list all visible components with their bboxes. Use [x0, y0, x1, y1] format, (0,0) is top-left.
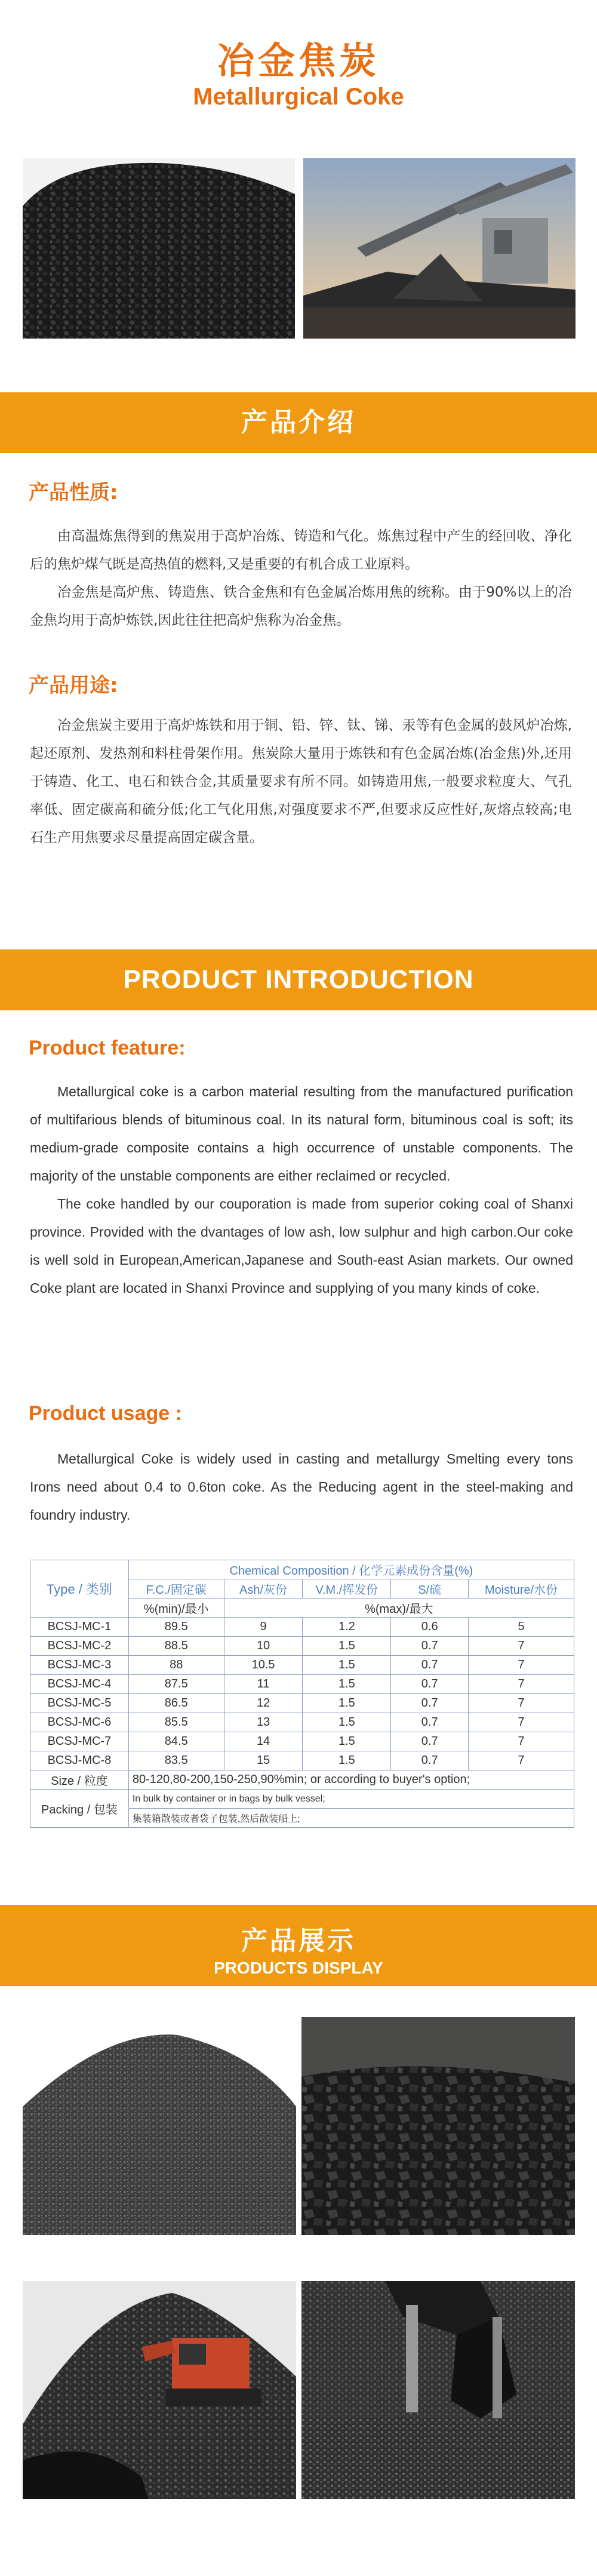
cell: 12	[224, 1694, 303, 1713]
unit-max: %(max)/最大	[224, 1599, 574, 1618]
table-row	[30, 1713, 574, 1732]
paragraph: Metallurgical coke is a carbon material resulting from the manufactured purification of multifarious blends of bituminous coal. In its natural form, bituminous coal is soft; its medium-grade composite contains a high occurrence of unstable components. The majority of the unstable components are either reclaimed or recycled.	[30, 1084, 573, 1184]
cell: BCSJ-MC-2	[30, 1637, 129, 1656]
table-header-row	[30, 1560, 574, 1579]
usage-heading-en: Product usage :	[29, 1402, 182, 1425]
cell: 7	[469, 1732, 574, 1751]
unit-min: %(min)/最小	[128, 1599, 224, 1618]
packing-label: Packing / 包装	[30, 1790, 129, 1828]
cell: 1.5	[303, 1694, 391, 1713]
feature-text-en	[30, 1078, 573, 1302]
cell: BCSJ-MC-8	[30, 1751, 129, 1770]
cell: 7	[469, 1637, 574, 1656]
display-title-cn: 产品展示	[241, 1926, 356, 1956]
cell: 5	[469, 1618, 574, 1637]
cell: 0.7	[391, 1637, 469, 1656]
cell: 1.5	[303, 1751, 391, 1770]
cell: BCSJ-MC-3	[30, 1656, 129, 1675]
cell: 0.7	[391, 1675, 469, 1694]
coke-pile-photo	[23, 158, 295, 339]
cell: 7	[469, 1713, 574, 1732]
table-row	[30, 1618, 574, 1637]
chem-header: Chemical Composition / 化学元素成份含量(%)	[128, 1560, 574, 1579]
paragraph: The coke handled by our couporation is made from superior coking coal of Shanxi province. Provided with the dvantages of low ash, low sulphur and high carbon.Our coke is well sold in European,American,Japanese and South-east Asian markets. Our owned Coke plant are located in Shanxi Province and supplying of you many kinds of coke.	[30, 1196, 573, 1296]
display-photo-coke-mound	[23, 2017, 296, 2235]
packing-cn: 集装箱散装或者袋子包装,然后散装船上;	[128, 1809, 574, 1828]
cell: 11	[224, 1675, 303, 1694]
display-photo-coke-lumps	[301, 2017, 575, 2235]
col-header: F.C./固定碳	[128, 1579, 224, 1599]
display-photo-excavator	[23, 2281, 296, 2499]
cell: BCSJ-MC-1	[30, 1618, 129, 1637]
cell: 88.5	[128, 1637, 224, 1656]
usage-heading-cn: 产品用途:	[29, 674, 118, 697]
cell: 7	[469, 1656, 574, 1675]
paragraph: Metallurgical Coke is widely used in casting and metallurgy Smelting every tons Irons need about 0.4 to 0.6ton coke. As the Reducing agent in the steel-making and foundry industry.	[30, 1451, 573, 1523]
cell: 1.5	[303, 1713, 391, 1732]
cell: 7	[469, 1694, 574, 1713]
table-row	[30, 1656, 574, 1675]
cell: 14	[224, 1732, 303, 1751]
cell: 10.5	[224, 1656, 303, 1675]
table-row	[30, 1732, 574, 1751]
cell: 88	[128, 1656, 224, 1675]
cell: 0.7	[391, 1656, 469, 1675]
feature-heading-en: Product feature:	[29, 1037, 186, 1059]
cell: 86.5	[128, 1694, 224, 1713]
paragraph: 由高温炼焦得到的焦炭用于高炉冶炼、铸造和气化。炼焦过程中产生的经回收、净化后的焦炉煤气既是高热值的燃料,又是重要的有机合成工业原料。	[30, 528, 572, 572]
usage-text-en	[30, 1445, 573, 1529]
cell: 0.7	[391, 1713, 469, 1732]
col-header: S/硫	[391, 1579, 469, 1599]
cell: 1.5	[303, 1732, 391, 1751]
page-title-cn: 冶金焦炭	[217, 39, 380, 82]
col-header: Ash/灰份	[224, 1579, 303, 1599]
cell: 1.5	[303, 1637, 391, 1656]
section-banner-en: PRODUCT INTRODUCTION	[0, 949, 597, 1010]
cell: 0.7	[391, 1751, 469, 1770]
cell: 1.5	[303, 1675, 391, 1694]
table-row	[30, 1675, 574, 1694]
col-header: Moisture/水份	[469, 1579, 574, 1599]
size-label: Size / 粒度	[30, 1770, 129, 1790]
section-banner-cn: 产品介绍	[0, 392, 597, 453]
cell: 7	[469, 1751, 574, 1770]
cell: 84.5	[128, 1732, 224, 1751]
cell: 13	[224, 1713, 303, 1732]
packing-row	[30, 1790, 574, 1809]
packing-en: In bulk by container or in bags by bulk vessel;	[128, 1790, 574, 1809]
cell: 0.7	[391, 1694, 469, 1713]
cell: BCSJ-MC-6	[30, 1713, 129, 1732]
cell: 1.5	[303, 1656, 391, 1675]
usage-text-cn	[30, 712, 572, 852]
page-title-en: Metallurgical Coke	[193, 84, 404, 110]
col-header: V.M./挥发份	[303, 1579, 391, 1599]
table-row	[30, 1751, 574, 1770]
cell: 9	[224, 1618, 303, 1637]
display-title-en: PRODUCTS DISPLAY	[214, 1959, 383, 1977]
paragraph: 冶金焦炭主要用于高炉炼铁和用于铜、铅、锌、钛、锑、汞等有色金属的鼓风炉冶炼,起还原剂、发热剂和料柱骨架作用。焦炭除大量用于炼铁和有色金属冶炼(冶金焦)外,还用于铸造、化工、电石和铁合金,其质量要求有所不同。如铸造用焦,一般要求粒度大、气孔率低、固定碳高和硫分低;化工气化用焦,对强度要求不严,但要求反应性好,灰熔点较高;电石生产用焦要求尽量提高固定碳含量。	[30, 718, 572, 846]
table-row	[30, 1694, 574, 1713]
cell: 1.2	[303, 1618, 391, 1637]
cell: BCSJ-MC-5	[30, 1694, 129, 1713]
cell: BCSJ-MC-7	[30, 1732, 129, 1751]
cell: 0.7	[391, 1732, 469, 1751]
feature-heading-cn: 产品性质:	[29, 481, 118, 505]
cell: 85.5	[128, 1713, 224, 1732]
size-value: 80-120,80-200,150-250,90%min; or according to buyer's option;	[128, 1770, 574, 1790]
cell: 10	[224, 1637, 303, 1656]
cell: 89.5	[128, 1618, 224, 1637]
display-banner	[0, 1905, 597, 1986]
cell: 87.5	[128, 1675, 224, 1694]
spec-table	[30, 1560, 574, 1828]
cell: BCSJ-MC-4	[30, 1675, 129, 1694]
type-header: Type / 类别	[30, 1560, 129, 1618]
display-photo-loader	[301, 2281, 575, 2499]
cell: 83.5	[128, 1751, 224, 1770]
feature-text-cn	[30, 522, 572, 635]
table-row	[30, 1637, 574, 1656]
size-row	[30, 1770, 574, 1790]
paragraph: 冶金焦是高炉焦、铸造焦、铁合金焦和有色金属冶炼用焦的统称。由于90%以上的冶金焦均用于高炉炼铁,因此往往把高炉焦称为冶金焦。	[30, 585, 572, 628]
cell: 7	[469, 1675, 574, 1694]
coke-plant-photo	[303, 158, 576, 339]
cell: 15	[224, 1751, 303, 1770]
cell: 0.6	[391, 1618, 469, 1637]
